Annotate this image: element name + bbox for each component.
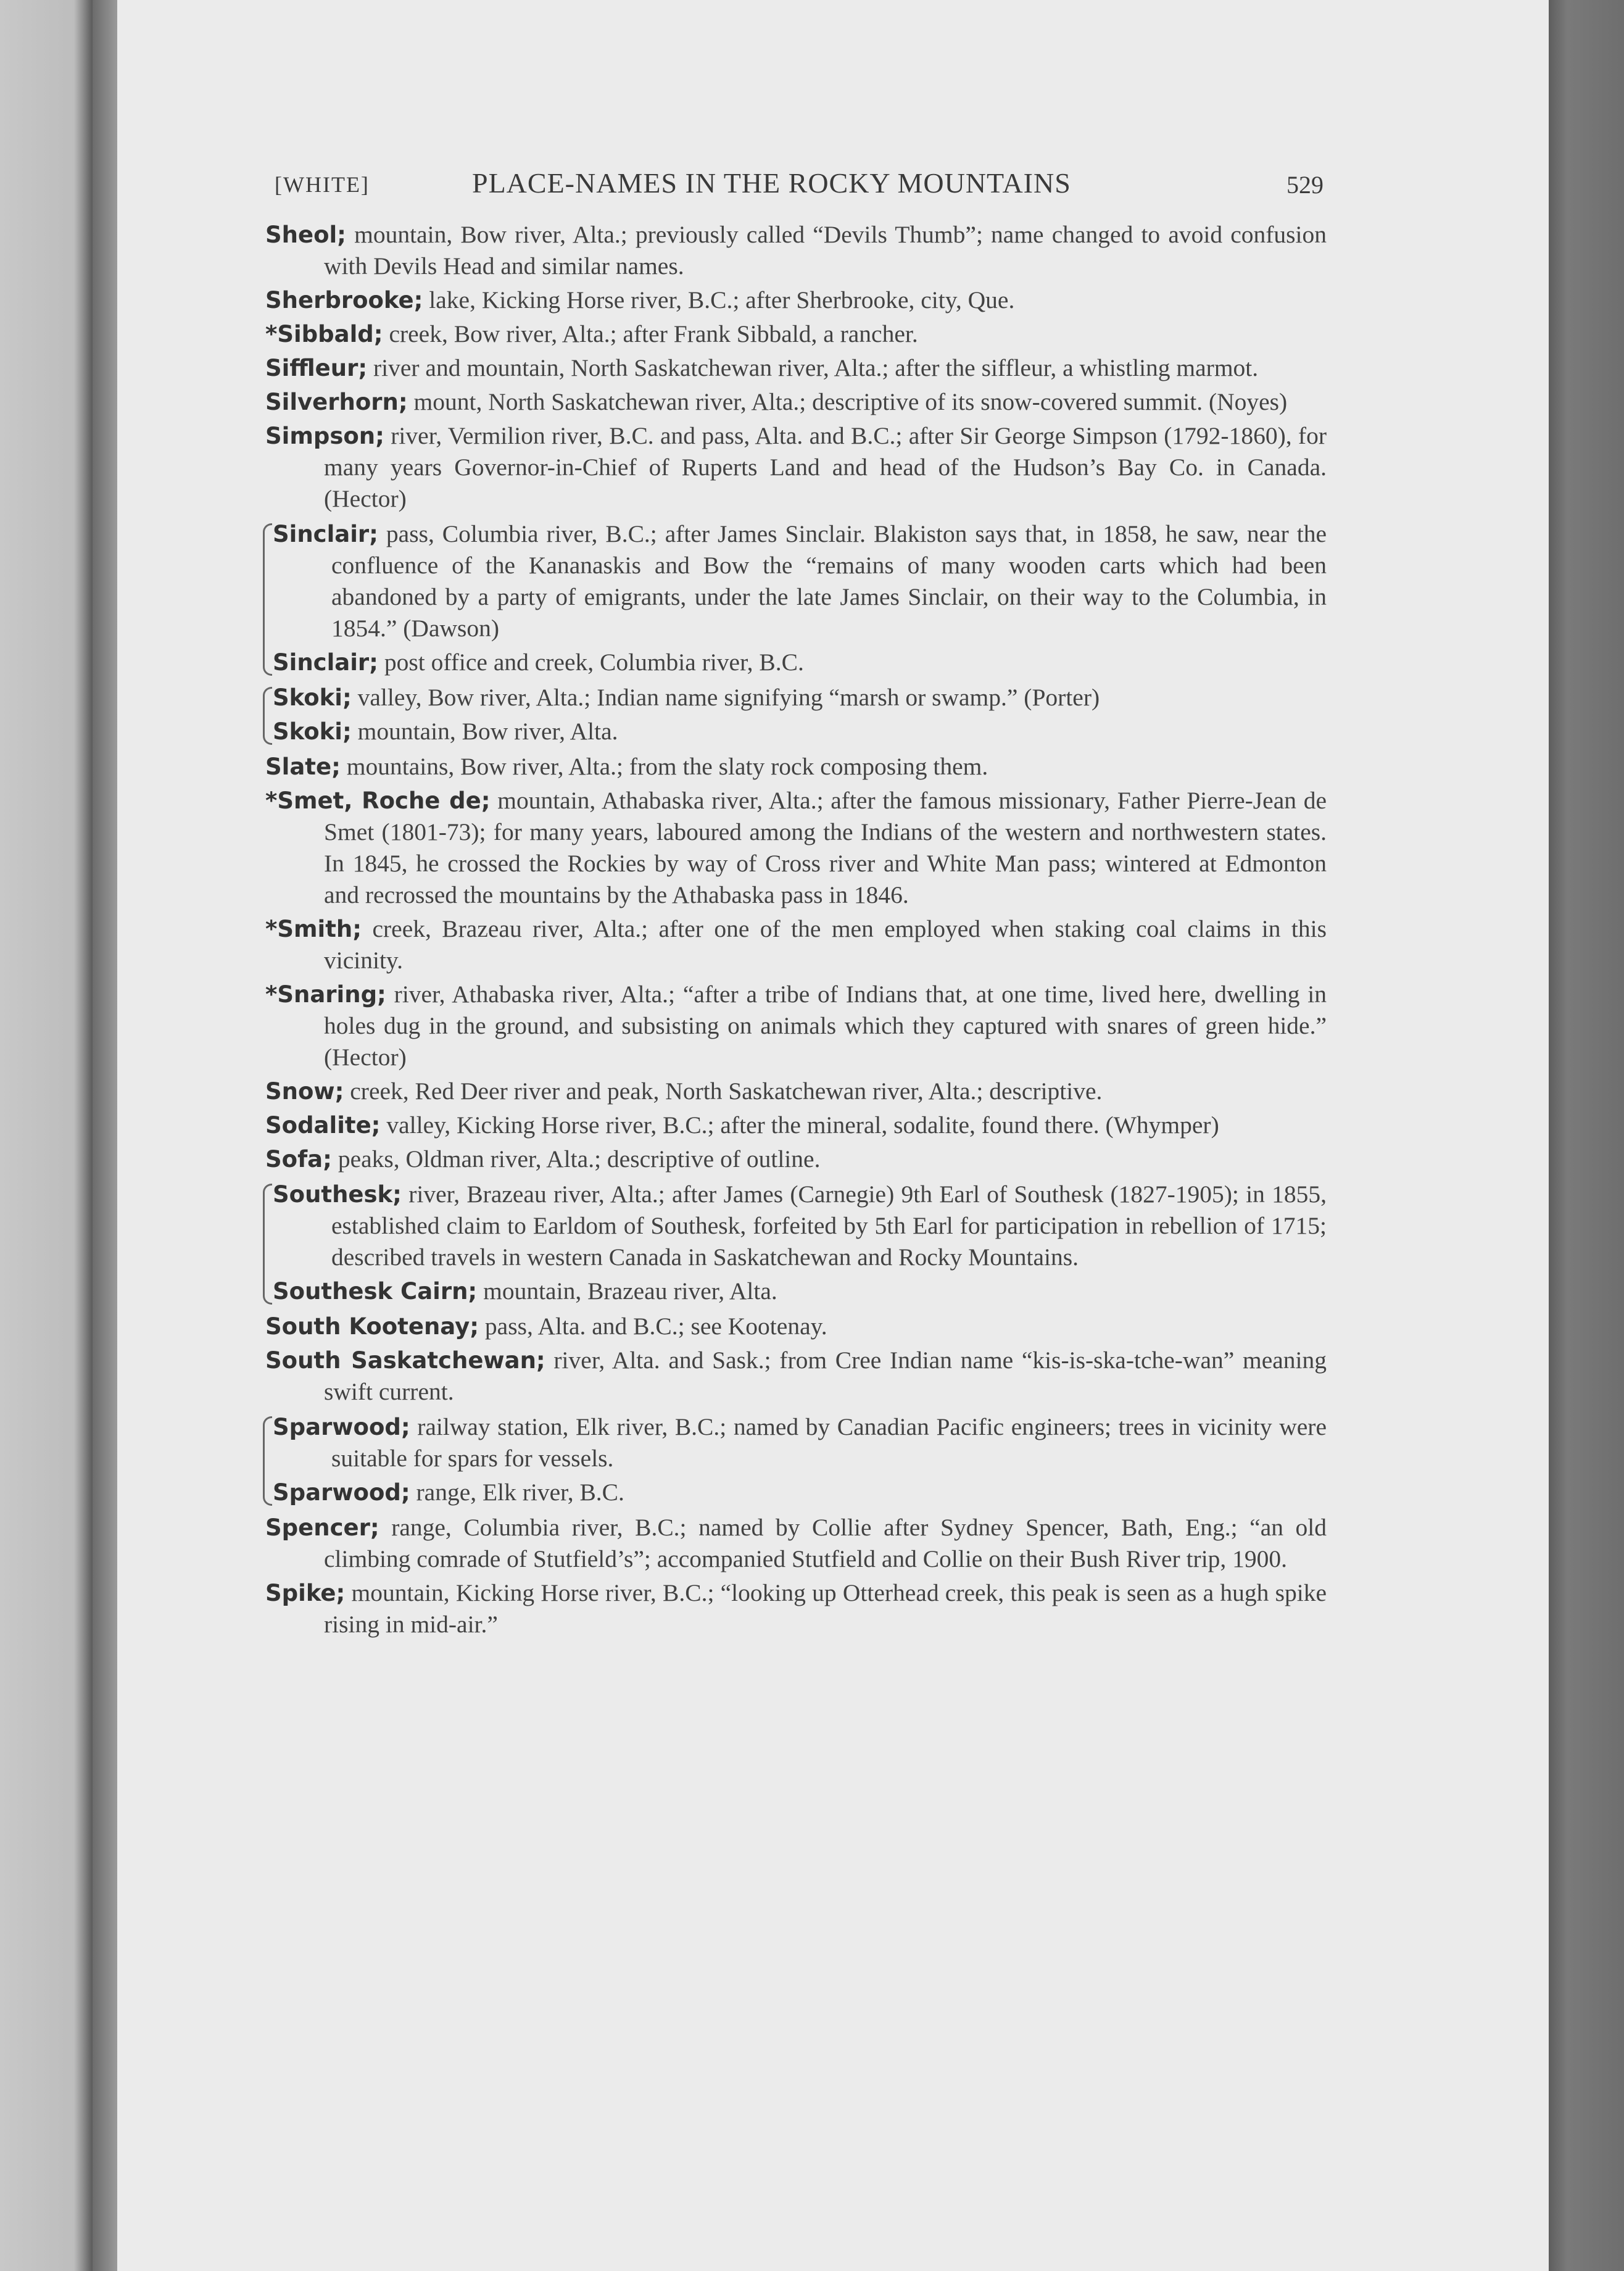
entry: [273, 647, 1327, 678]
entry-name: South Kootenay;: [265, 1313, 479, 1340]
entry: [273, 682, 1327, 713]
entry: [265, 219, 1327, 282]
entry-name: Skoki;: [273, 718, 352, 745]
entry-text: mountain, Bow river, Alta.: [351, 718, 618, 745]
gazetteer-entries: [265, 219, 1327, 1643]
entry-name: Spencer;: [265, 1514, 379, 1541]
entry-name: South Saskatchewan;: [265, 1347, 545, 1374]
entry-name: *Sibbald;: [265, 321, 383, 347]
entry-text: mountains, Bow river, Alta.; from the slaty rock composing them.: [340, 753, 988, 780]
entry-name: Siffleur;: [265, 355, 368, 381]
entry-text: creek, Brazeau river, Alta.; after one of the men employed when staking coal claims in this vicinity.: [324, 915, 1327, 974]
entry: [265, 913, 1327, 976]
entry: [265, 1144, 1327, 1175]
entry: [265, 318, 1327, 350]
entry-name: Skoki;: [273, 684, 352, 711]
entry: [265, 1110, 1327, 1141]
entry-text: railway station, Elk river, B.C.; named by Canadian Pacific engineers; trees in vicinity were suitable for spars for vessels.: [331, 1413, 1327, 1472]
entry-name: Sinclair;: [273, 649, 378, 676]
entry-text: creek, Bow river, Alta.; after Frank Sibbald, a rancher.: [383, 320, 918, 347]
bracket-group-southesk: [265, 1179, 1327, 1307]
entry-text: pass, Alta. and B.C.; see Kootenay.: [479, 1313, 827, 1340]
entry-name: Southesk Cairn;: [273, 1278, 478, 1305]
entry-name: Sparwood;: [273, 1414, 410, 1440]
entry: [265, 979, 1327, 1073]
entry: [273, 1179, 1327, 1273]
header-title: PLACE-NAMES IN THE ROCKY MOUNTAINS: [472, 167, 1071, 199]
entry: [265, 1345, 1327, 1408]
entry-text: peaks, Oldman river, Alta.; descriptive of outline.: [331, 1145, 821, 1173]
entry-name: Silverhorn;: [265, 389, 408, 415]
entry-text: lake, Kicking Horse river, B.C.; after Sherbrooke, city, Que.: [423, 286, 1015, 313]
entry-name: Southesk;: [273, 1181, 402, 1208]
entry: [273, 1477, 1327, 1508]
entry-text: creek, Red Deer river and peak, North Saskatchewan river, Alta.; descriptive.: [344, 1077, 1103, 1105]
entry-name: Slate;: [265, 754, 341, 780]
entry: [265, 284, 1327, 316]
entry-name: Sheol;: [265, 222, 346, 248]
entry: [265, 1512, 1327, 1575]
entry: [265, 1076, 1327, 1107]
entry: [265, 352, 1327, 384]
entry-name: Simpson;: [265, 423, 384, 449]
entry-text: valley, Bow river, Alta.; Indian name signifying “marsh or swamp.” (Porter): [351, 684, 1100, 711]
page-header: [275, 167, 1324, 204]
entry-name: Sodalite;: [265, 1112, 381, 1139]
bracket-group-sinclair: [265, 518, 1327, 678]
film-margin-left: [0, 0, 93, 2271]
entry-text: mount, North Saskatchewan river, Alta.; descriptive of its snow-covered summit. (Noyes): [407, 388, 1288, 415]
entry: [265, 1311, 1327, 1342]
bracket-group-sparwood: [265, 1411, 1327, 1508]
entry-text: mountain, Kicking Horse river, B.C.; “looking up Otterhead creek, this peak is seen as a hugh spike rising in mid-air.”: [324, 1579, 1327, 1638]
entry-text: valley, Kicking Horse river, B.C.; after the mineral, sodalite, found there. (Whymper): [380, 1111, 1219, 1139]
page-number: 529: [1286, 171, 1324, 199]
entry: [265, 785, 1327, 911]
entry-text: range, Elk river, B.C.: [410, 1479, 624, 1506]
entry-name: *Smet, Roche de;: [265, 787, 491, 814]
entry-name: Snow;: [265, 1078, 344, 1105]
film-margin-right: [1549, 0, 1624, 2271]
entry-text: river, Vermilion river, B.C. and pass, Alta. and B.C.; after Sir George Simpson (1792-1860), for many years Governor-in-Chief of Ruperts Land and head of the Hudson’s Bay Co. in Canada. (Hector): [324, 422, 1327, 512]
entry: [265, 386, 1327, 418]
entry-text: river, Alta. and Sask.; from Cree Indian name “kis-is-ska-tche-wan” meaning swift current.: [324, 1347, 1327, 1405]
entry: [265, 1577, 1327, 1640]
entry-name: Sinclair;: [273, 521, 378, 547]
entry-text: river, Athabaska river, Alta.; “after a tribe of Indians that, at one time, lived here, dwelling in holes dug in the ground, and subsisting on animals which they captured with snares of green hide.” (Hector): [324, 981, 1327, 1071]
entry-name: Sparwood;: [273, 1479, 410, 1506]
entry-text: range, Columbia river, B.C.; named by Collie after Sydney Spencer, Bath, Eng.; “an old climbing comrade of Stutfield’s”; accompanied Stutfield and Collie on their Bush River trip, 1900.: [324, 1514, 1327, 1572]
entry-name: *Snaring;: [265, 981, 386, 1008]
entry-text: mountain, Athabaska river, Alta.; after the famous missionary, Father Pierre-Jean de Smet (1801-73); for many years, laboured among the Indians of the western and northwestern states. In 1845, he crossed the Rockies by way of Cross river and White Man pass; wintered at Edmonton and recrossed the mountains by the Athabaska pass in 1846.: [324, 787, 1327, 908]
entry-name: Spike;: [265, 1580, 346, 1606]
entry: [273, 1411, 1327, 1474]
entry-text: post office and creek, Columbia river, B.C.: [378, 649, 804, 676]
entry: [273, 716, 1327, 747]
entry-name: Sofa;: [265, 1146, 332, 1173]
header-author: [WHITE]: [275, 172, 370, 197]
entry-text: river, Brazeau river, Alta.; after James (Carnegie) 9th Earl of Southesk (1827-1905); in 1855, established claim to Earldom of Southesk, forfeited by 5th Earl for participation in rebellion of 1715; described travels in western Canada in Saskatchewan and Rocky Mountains.: [331, 1181, 1327, 1271]
entry: [273, 518, 1327, 644]
bracket-group-skoki: [265, 682, 1327, 747]
entry-text: mountain, Brazeau river, Alta.: [477, 1277, 777, 1305]
entry: [273, 1276, 1327, 1307]
entry-text: mountain, Bow river, Alta.; previously called “Devils Thumb”; name changed to avoid confusion with Devils Head and similar names.: [324, 221, 1327, 280]
entry: [265, 420, 1327, 515]
entry-text: pass, Columbia river, B.C.; after James Sinclair. Blakiston says that, in 1858, he saw, near the confluence of the Kananaskis and Bow the “remains of many wooden carts which had been abandoned by a party of emigrants, under the late James Sinclair, on their way to the Columbia, in 1854.” (Dawson): [331, 520, 1327, 642]
film-edge-left: [93, 0, 117, 2271]
entry-text: river and mountain, North Saskatchewan river, Alta.; after the siffleur, a whistling marmot.: [367, 354, 1259, 381]
entry: [265, 751, 1327, 783]
entry-name: Sherbrooke;: [265, 287, 423, 313]
entry-name: *Smith;: [265, 916, 362, 942]
